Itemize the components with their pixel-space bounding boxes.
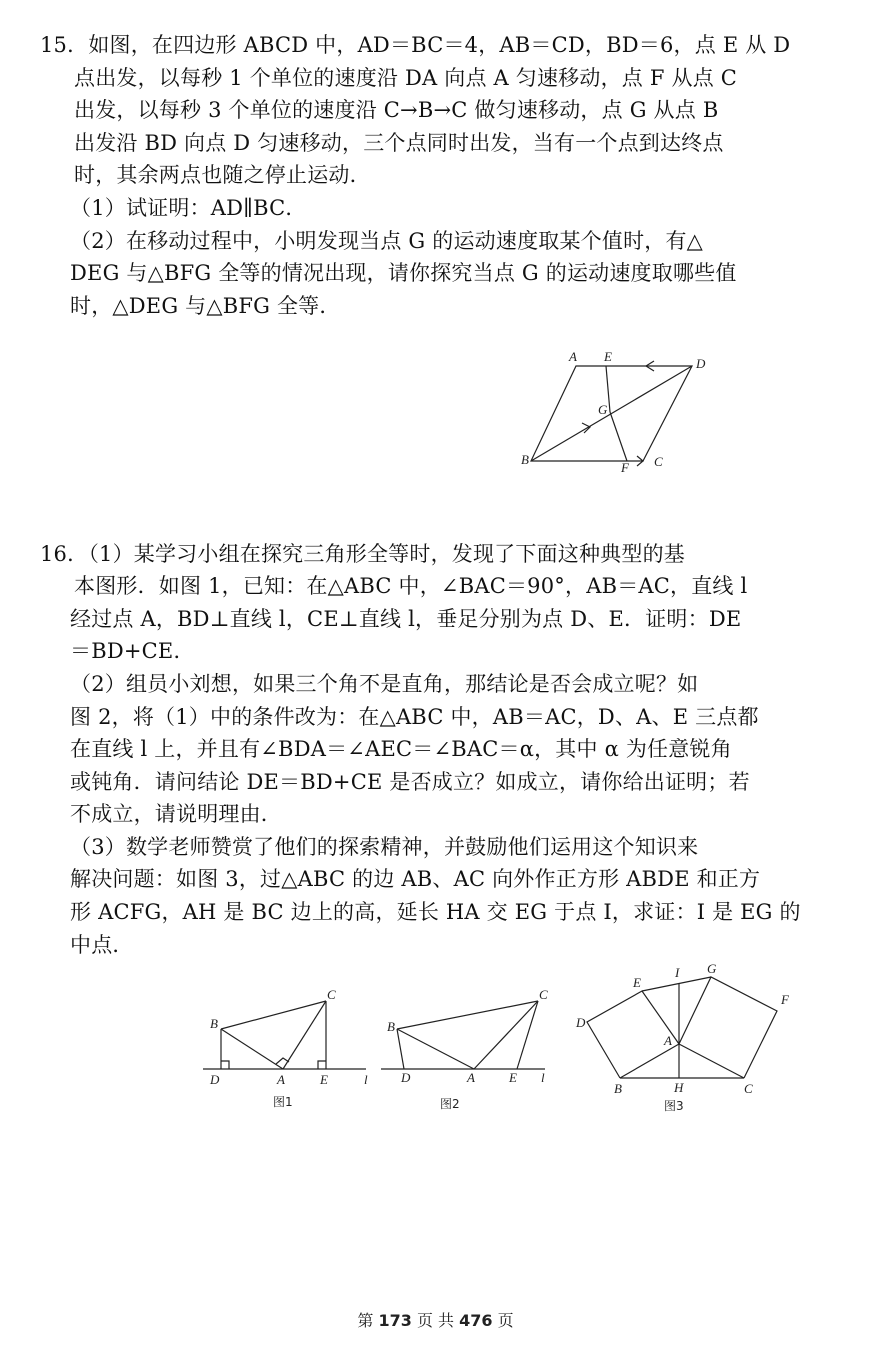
q15-segment-eg bbox=[606, 366, 610, 412]
footer-page-number: 173 bbox=[378, 1311, 412, 1330]
fig3-label-c: C bbox=[744, 1081, 753, 1096]
fig2-label-d: D bbox=[401, 1070, 411, 1085]
q15-line-8: DEG 与△BFG 全等的情况出现，请你探究当点 G 的运动速度取哪些值 bbox=[70, 261, 737, 285]
q15-line-1: 15．如图，在四边形 ABCD 中，AD＝BC＝4，AB＝CD，BD＝6，点 E 从 D bbox=[40, 33, 791, 57]
q15-label-c: C bbox=[654, 454, 663, 469]
q15-label-d: D bbox=[696, 356, 706, 371]
fig1 bbox=[203, 1001, 366, 1069]
fig2-bc bbox=[397, 1001, 538, 1029]
fig1-right-angle-e bbox=[318, 1061, 326, 1069]
q15-line-7: （2）在移动过程中，小明发现当点 G 的运动速度取某个值时，有△ bbox=[70, 229, 704, 253]
fig3-label-b: B bbox=[614, 1081, 622, 1096]
fig2-ab bbox=[397, 1029, 474, 1069]
q15-line-6: （1）试证明：AD∥BC． bbox=[70, 196, 307, 220]
q16-line-2: 本图形．如图 1，已知：在△ABC 中，∠BAC＝90°，AB＝AC，直线 l bbox=[74, 574, 748, 598]
fig3-label-i: I bbox=[675, 965, 680, 980]
fig1-right-angle-a bbox=[276, 1058, 289, 1064]
fig2-label-b: B bbox=[387, 1019, 395, 1034]
fig3-label-g: G bbox=[707, 961, 717, 976]
fig3-square-abde bbox=[587, 991, 679, 1078]
q16-line-4: ＝BD+CE． bbox=[70, 639, 195, 663]
q15-line-3: 出发，以每秒 3 个单位的速度沿 C→B→C 做匀速移动，点 G 从点 B bbox=[74, 98, 719, 122]
q15-arrow-bd bbox=[582, 423, 590, 433]
q16-line-13: 中点． bbox=[70, 933, 134, 957]
fig3-caption: 图3 bbox=[664, 1099, 684, 1113]
fig1-right-angle-d bbox=[221, 1061, 229, 1069]
q15-line-2: 点出发，以每秒 1 个单位的速度沿 DA 向点 A 匀速移动，点 F 从点 C bbox=[74, 66, 738, 90]
fig2-label-l: l bbox=[541, 1070, 545, 1085]
fig2 bbox=[381, 1001, 545, 1069]
q16-line-8: 或钝角．请问结论 DE＝BD+CE 是否成立？如成立，请你给出证明；若 bbox=[70, 770, 750, 794]
fig2-label-e: E bbox=[509, 1070, 517, 1085]
q15-arrow-da bbox=[646, 361, 654, 371]
q16-line-10: （3）数学老师赞赏了他们的探索精神，并鼓励他们运用这个知识来 bbox=[70, 835, 699, 859]
fig1-label-a: A bbox=[277, 1072, 285, 1087]
footer-total-pages: 476 bbox=[459, 1311, 493, 1330]
q15-segment-gf bbox=[610, 412, 627, 461]
q15-label-a: A bbox=[569, 349, 577, 364]
q16-line-3: 经过点 A，BD⊥直线 l，CE⊥直线 l，垂足分别为点 D、E．证明：DE bbox=[70, 607, 742, 631]
fig2-label-a: A bbox=[467, 1070, 475, 1085]
q15-label-e: E bbox=[604, 349, 612, 364]
fig3-square-acfg bbox=[679, 977, 777, 1078]
footer-prefix: 第 bbox=[357, 1311, 374, 1330]
fig1-label-e: E bbox=[320, 1072, 328, 1087]
q15-label-b: B bbox=[521, 452, 529, 467]
q15-line-5: 时，其余两点也随之停止运动． bbox=[74, 163, 371, 187]
fig1-ab bbox=[221, 1029, 283, 1069]
q15-label-f: F bbox=[621, 460, 629, 475]
q16-line-12: 形 ACFG，AH 是 BC 边上的高，延长 HA 交 EG 于点 I，求证：I 是 EG 的 bbox=[70, 900, 801, 924]
fig2-caption: 图2 bbox=[440, 1097, 460, 1111]
q16-line-7: 在直线 l 上，并且有∠BDA＝∠AEC＝∠BAC＝α，其中 α 为任意锐角 bbox=[70, 737, 732, 761]
q15-arrow-fc bbox=[637, 456, 643, 466]
fig3-label-d: D bbox=[576, 1015, 586, 1030]
footer-suffix: 页 bbox=[497, 1311, 514, 1330]
q16-line-9: 不成立，请说明理由． bbox=[70, 802, 282, 826]
q15-line-4: 出发沿 BD 向点 D 匀速移动，三个点同时出发，当有一个点到达终点 bbox=[74, 131, 724, 155]
q16-line-6: 图 2，将（1）中的条件改为：在△ABC 中，AB＝AC，D、A、E 三点都 bbox=[70, 705, 759, 729]
q15-line-9: 时，△DEG 与△BFG 全等． bbox=[70, 294, 341, 318]
fig3-label-h: H bbox=[674, 1080, 684, 1095]
q15-label-g: G bbox=[598, 402, 608, 417]
fig1-label-c: C bbox=[327, 987, 336, 1002]
fig3-eg bbox=[642, 977, 711, 991]
fig1-label-b: B bbox=[210, 1016, 218, 1031]
q15-quadrilateral bbox=[531, 366, 692, 461]
q16-line-11: 解决问题：如图 3，过△ABC 的边 AB、AC 向外作正方形 ABDE 和正方 bbox=[70, 867, 761, 891]
q16-line-5: （2）组员小刘想，如果三个角不是直角，那结论是否会成立呢？如 bbox=[70, 672, 699, 696]
fig2-ce bbox=[517, 1001, 538, 1069]
fig2-label-c: C bbox=[539, 987, 548, 1002]
q15-diagonal-bd bbox=[531, 366, 692, 461]
q16-line-1: 16．（1）某学习小组在探究三角形全等时，发现了下面这种典型的基 bbox=[40, 542, 685, 566]
fig1-bc bbox=[221, 1001, 326, 1029]
fig3-label-f: F bbox=[781, 992, 789, 1007]
fig3-ac bbox=[679, 1044, 744, 1078]
page-footer bbox=[0, 1308, 871, 1331]
fig3-label-a: A bbox=[664, 1033, 672, 1048]
fig3-label-e: E bbox=[633, 975, 641, 990]
fig2-ac bbox=[474, 1001, 538, 1069]
fig3-ab bbox=[620, 1044, 679, 1078]
fig1-label-l: l bbox=[364, 1072, 368, 1087]
fig2-bd bbox=[397, 1029, 404, 1069]
fig1-caption: 图1 bbox=[273, 1095, 293, 1109]
fig1-ac bbox=[283, 1001, 326, 1069]
fig1-label-d: D bbox=[210, 1072, 220, 1087]
footer-middle: 页 共 bbox=[416, 1311, 455, 1330]
fig3 bbox=[587, 977, 777, 1078]
